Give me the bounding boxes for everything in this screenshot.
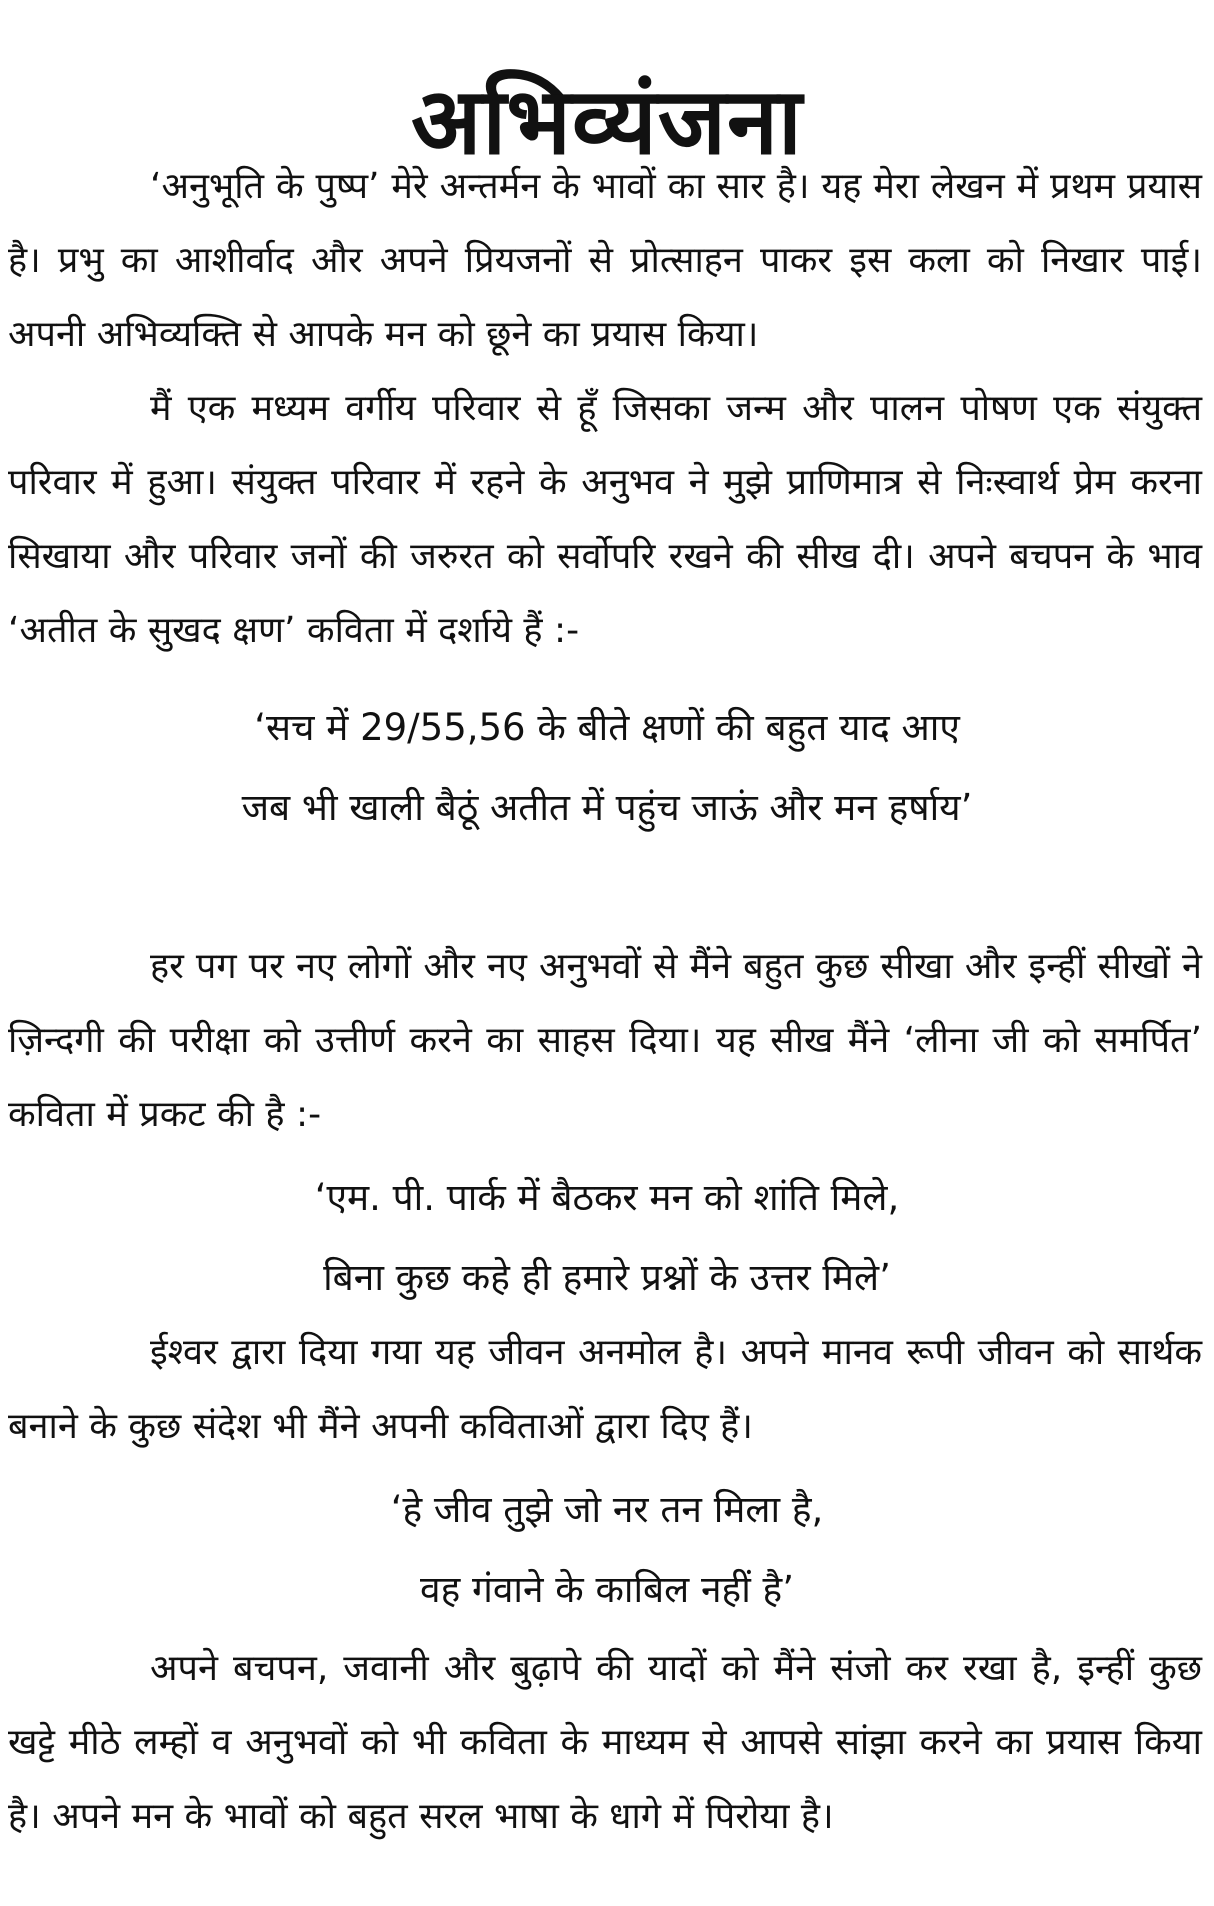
verse-line: ‘सच में 29/55,56 के बीते क्षणों की बहुत याद आए (254, 706, 960, 749)
paragraph-memories: अपने बचपन, जवानी और बुढ़ापे की यादों को मैंने संजो कर रखा है, इन्हीं कुछ खट्टे मीठे लम्हों व अनुभवों को भी कविता के माध्यम से आपसे सांझा करने का प्रयास किया है। अपने मन के भावों को बहुत सरल भाषा के धागे में पिरोया है। (8, 1648, 1202, 1837)
verse-leena-ji (0, 1158, 1214, 1318)
verse-atit-ke-sukhad-kshan (0, 688, 1214, 848)
verse-line: ‘हे जीव तुझे जो नर तन मिला है, (390, 1488, 824, 1531)
verse-line: बिना कुछ कहे ही हमारे प्रश्नों के उत्तर मिले’ (323, 1256, 891, 1299)
verse-line: ‘एम. पी. पार्क में बैठकर मन को शांति मिले, (314, 1176, 900, 1219)
verse-jeev (0, 1470, 1214, 1630)
paragraph-life: ईश्वर द्वारा दिया गया यह जीवन अनमोल है। अपने मानव रूपी जीवन को सार्थक बनाने के कुछ संदेश भी मैंने अपनी कविताओं द्वारा दिए हैं। (8, 1332, 1202, 1447)
paragraph-experiences: हर पग पर नए लोगों और नए अनुभवों से मैंने बहुत कुछ सीखा और इन्हीं सीखों ने ज़िन्दगी की परीक्षा को उत्तीर्ण करने का साहस दिया। यह सीख मैंने ‘लीना जी को समर्पित’ कविता में प्रकट की है :- (8, 946, 1202, 1135)
verse-line: जब भी खाली बैठूं अतीत में पहुंच जाऊं और मन हर्षाय’ (241, 786, 973, 829)
verse-line: वह गंवाने के काबिल नहीं है’ (420, 1568, 794, 1611)
page-title: अभिव्यंजना (411, 67, 803, 175)
paragraph-family: मैं एक मध्यम वर्गीय परिवार से हूँ जिसका जन्म और पालन पोषण एक संयुक्त परिवार में हुआ। संयुक्त परिवार में रहने के अनुभव ने मुझे प्राणिमात्र से निःस्वार्थ प्रेम करना सिखाया और परिवार जनों की जरुरत को सर्वोपरि रखने की सीख दी। अपने बचपन के भाव ‘अतीत के सुखद क्षण’ कविता में दर्शाये हैं :- (8, 388, 1202, 651)
paragraph-intro: ‘अनुभूति के पुष्प’ मेरे अन्तर्मन के भावों का सार है। यह मेरा लेखन में प्रथम प्रयास है। प्रभु का आशीर्वाद और अपने प्रियजनों से प्रोत्साहन पाकर इस कला को निखार पाई। अपनी अभिव्यक्ति से आपके मन को छूने का प्रयास किया। (8, 166, 1202, 355)
